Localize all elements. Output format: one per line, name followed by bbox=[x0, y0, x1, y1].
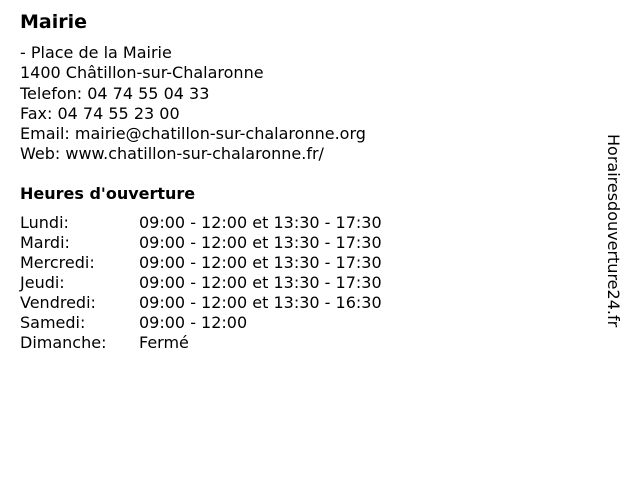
day-label: Jeudi: bbox=[20, 273, 65, 292]
time-value: Fermé bbox=[139, 333, 189, 352]
email-line: Email: mairie@chatillon-sur-chalaronne.org bbox=[20, 124, 366, 144]
phone-line: Telefon: 04 74 55 04 33 bbox=[20, 83, 210, 103]
city-line: 1400 Châtillon-sur-Chalaronne bbox=[20, 63, 264, 83]
hours-heading: Heures d'ouverture bbox=[20, 184, 196, 203]
web-line: Web: www.chatillon-sur-chalaronne.fr/ bbox=[20, 144, 324, 164]
brand-watermark: Horairesdouverture24.fr bbox=[604, 134, 623, 328]
day-label: Mercredi: bbox=[20, 253, 95, 272]
time-value: 09:00 - 12:00 et 13:30 - 16:30 bbox=[139, 293, 382, 312]
day-label: Mardi: bbox=[20, 233, 70, 252]
time-value: 09:00 - 12:00 bbox=[139, 313, 248, 332]
time-value: 09:00 - 12:00 et 13:30 - 17:30 bbox=[139, 273, 382, 292]
day-label: Dimanche: bbox=[20, 333, 107, 352]
time-value: 09:00 - 12:00 et 13:30 - 17:30 bbox=[139, 233, 382, 252]
fax-line: Fax: 04 74 55 23 00 bbox=[20, 103, 180, 123]
page-title: Mairie bbox=[20, 11, 88, 33]
day-label: Samedi: bbox=[20, 313, 86, 332]
address-block bbox=[20, 43, 366, 165]
day-label: Lundi: bbox=[20, 213, 69, 232]
day-label: Vendredi: bbox=[20, 293, 96, 312]
time-value: 09:00 - 12:00 et 13:30 - 17:30 bbox=[139, 213, 382, 232]
time-value: 09:00 - 12:00 et 13:30 - 17:30 bbox=[139, 253, 382, 272]
street-line: - Place de la Mairie bbox=[20, 43, 172, 62]
